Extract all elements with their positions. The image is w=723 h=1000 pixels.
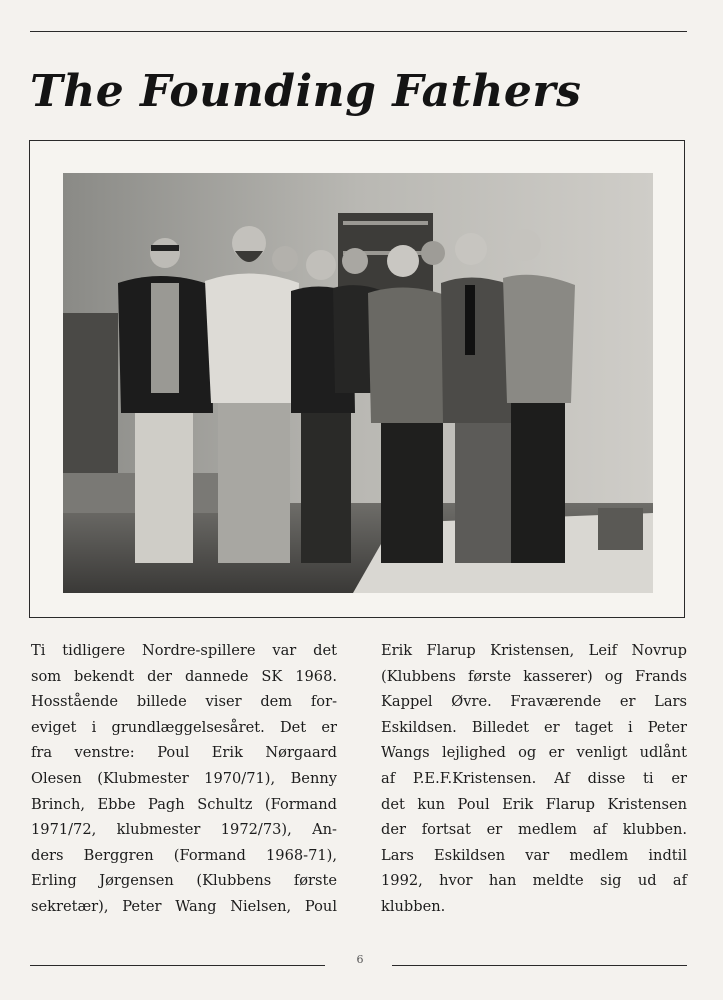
body-line: Wangs lejlighed og er venligt udlånt: [381, 744, 687, 762]
body-line: som bekendt der dannede SK 1968.: [31, 667, 337, 685]
bottom-divider-left: [30, 965, 325, 966]
body-line: Olesen (Klubmester 1970/71), Benny: [31, 769, 337, 787]
body-line: 1971/72, klubmester 1972/73), An-: [31, 821, 337, 839]
body-line: Kappel Øvre. Fraværende er Lars: [381, 693, 687, 711]
body-line: klubben.: [381, 897, 446, 915]
body-line: af P.E.F.Kristensen. Af disse ti er: [381, 769, 687, 787]
body-line: det kun Poul Erik Flarup Kristensen: [381, 795, 687, 813]
body-line: Lars Eskildsen var medlem indtil: [381, 846, 687, 864]
body-line: Ti tidligere Nordre-spillere var det: [31, 642, 337, 659]
body-line: Erling Jørgensen (Klubbens første: [31, 872, 337, 890]
body-line: Eskildsen. Billedet er taget i Peter: [381, 718, 687, 736]
page-number: 6: [356, 953, 364, 966]
photo-frame: [29, 140, 685, 618]
body-line: der fortsat er medlem af klubben.: [381, 821, 687, 839]
body-line: sekretær), Peter Wang Nielsen, Poul: [31, 897, 337, 915]
body-line: ders Berggren (Formand 1968-71),: [31, 846, 337, 864]
body-line: 1992, hvor han meldte sig ud af: [381, 872, 687, 890]
group-photograph: [63, 173, 653, 593]
body-line: Hosstående billede viser dem for-: [31, 693, 337, 711]
body-text-left-column: [31, 638, 337, 920]
body-line: (Klubbens første kasserer) og Frands: [381, 667, 687, 685]
page-title: The Founding Fathers: [30, 66, 582, 117]
bottom-divider-right: [392, 965, 687, 966]
person-7: [421, 241, 445, 265]
person-3: [272, 246, 298, 272]
body-line: fra venstre: Poul Erik Nørgaard: [31, 744, 337, 762]
body-line: Brinch, Ebbe Pagh Schultz (Formand: [31, 795, 337, 813]
body-text-right-column: [381, 638, 687, 920]
top-divider: [30, 31, 687, 32]
body-line: Erik Flarup Kristensen, Leif Novrup: [381, 642, 687, 659]
body-line: eviget i grundlæggelsesåret. Det er: [31, 718, 337, 736]
